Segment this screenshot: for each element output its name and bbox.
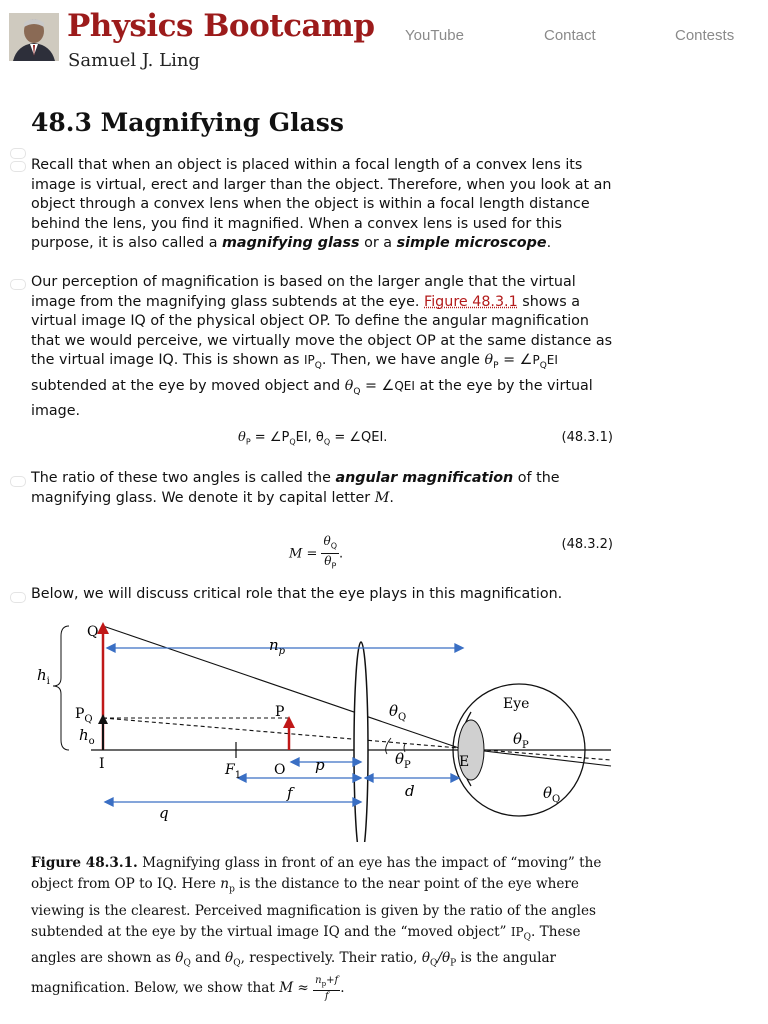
theta-symbol: θ <box>344 377 354 394</box>
label-i: I <box>99 756 105 772</box>
angular-magnification-paragraph <box>31 469 621 508</box>
sub: P <box>493 361 499 372</box>
paragraph-anchor-icon[interactable] <box>10 148 26 159</box>
figure-caption: Figure 48.3.1. Magnifying glass in front of an eye has the impact of “moving” the object from OP to IQ. Here $n_p$ is the distance to the near point of the eye where viewing is the clearest. Perceived magnification is given by the ratio of the angles subtended at the eye by the virtual image IQ and the “moved object” $IP_Q$. These angles are shown as $\theta_Q$ and $\theta_Q$, respectively. Their ratio, $\theta_Q/\theta_P$ is the angular magnification. Below, we show that M ≈ $\frac{n_p+f}{f}$ . <box>31 855 602 1003</box>
nav-youtube[interactable]: YouTube <box>405 27 464 44</box>
p3-b: of the magnifying glass. We denote it by capital letter <box>31 470 560 506</box>
paragraph-anchor-icon[interactable] <box>10 592 26 603</box>
p1-mid: or a <box>359 235 397 252</box>
label-theta-q-eye: $\theta_Q$ <box>543 784 561 805</box>
nav-contests[interactable]: Contests <box>675 27 735 44</box>
m-symbol: M <box>374 489 390 506</box>
label-np: $n_p$ <box>269 636 286 657</box>
p2-b: shows a virtual image IQ of the physical object OP. To define the angular magnification that we would perceive, we virtually move the object OP at the same distance as the virtual image IQ. This is shown as <box>31 293 613 369</box>
ipq-label: IP <box>303 353 315 368</box>
p1-end: . <box>546 235 552 252</box>
equation-body: $\theta_P$ = $\angle P_QEI$, $\theta_Q$ = ∠QEI. <box>238 430 388 447</box>
site-author: Samuel J. Ling <box>68 50 200 71</box>
label-p: p <box>315 756 325 774</box>
site-header <box>0 0 768 80</box>
label-eye: Eye <box>503 696 530 712</box>
p3-c: . <box>389 489 394 506</box>
term-magnifying-glass: magnifying glass <box>222 235 360 252</box>
label-o: O <box>274 762 286 778</box>
label-ho: $h_o$ <box>79 726 95 747</box>
sub: Q <box>314 361 322 372</box>
qei-label: QEI <box>394 378 415 393</box>
p2-e: at the eye by the virtual image. <box>31 377 593 420</box>
eq-sign: = ∠ <box>360 377 395 394</box>
paragraph-anchor-icon[interactable] <box>10 476 26 487</box>
magnifying-glass-diagram <box>31 614 613 842</box>
ei-label: EI <box>546 353 558 368</box>
intro-paragraph <box>31 156 621 254</box>
sub: Q <box>353 386 361 397</box>
paragraph-anchor-icon[interactable] <box>10 161 26 172</box>
p2-c: . Then, we have angle <box>321 352 485 369</box>
equation-number: (48.3.1) <box>561 430 613 445</box>
perception-paragraph: Our perception of magnification is based on the larger angle that the virtual image from the magnifying glass subtends at the eye. Figure 48.3.1 shows a virtual image IQ of the physical object OP. To define the angular magnification that we would perceive, we virtually move the object OP at the same distance as the virtual image IQ. This is shown as $IP_Q$. Then, we have angle $\theta_P$ = $\angle P_QEI$ subtended at the eye by moved object and $\theta_Q$ = ∠QEI at the eye by the virtual image. <box>31 274 613 420</box>
nav-contact[interactable]: Contact <box>544 27 596 44</box>
p2-d: subtended at the eye by moved object and <box>31 377 345 394</box>
term-angular-magnification: angular magnification <box>335 470 514 486</box>
site-title[interactable]: Physics Bootcamp <box>67 8 375 44</box>
equation-number: (48.3.2) <box>561 537 613 552</box>
sub: Q <box>539 361 547 372</box>
label-p-point: P <box>275 704 285 720</box>
label-theta-q: $\theta_Q$ <box>389 702 407 723</box>
label-theta-p-eye: $\theta_P$ <box>513 730 529 751</box>
label-f: f <box>287 784 293 802</box>
p1-text: Recall that when an object is placed within a focal length of a convex lens its image is virtual, erect and larger than the object. Therefore, when you look at an object through a convex lens when the object is within a focal length distance behind the lens, you find it magnified. When a convex lens is used for this purpose, it is also called a <box>31 157 612 252</box>
page-title: 48.3 Magnifying Glass <box>31 108 344 137</box>
equation-48-3-2 <box>31 520 621 571</box>
author-avatar[interactable] <box>9 13 59 61</box>
term-simple-microscope: simple microscope <box>396 235 547 252</box>
label-d: d <box>405 782 415 800</box>
label-f1: $F_1$ <box>225 762 242 781</box>
p2-a: Our perception of magnification is based on the larger angle that the virtual image from the magnifying glass subtends at the eye. <box>31 274 576 310</box>
label-pq: $P_Q$ <box>75 706 93 725</box>
theta-symbol: θ <box>484 352 494 369</box>
label-q: Q <box>87 624 99 640</box>
eq-sign: = ∠ <box>498 352 533 369</box>
p3-a: The ratio of these two angles is called the <box>31 470 336 486</box>
equation-48-3-1 <box>31 430 621 470</box>
figure-link[interactable]: Figure 48.3.1 <box>424 293 518 310</box>
equation-body: M = $\frac{\theta_Q}{\theta_P}$ . <box>289 534 344 571</box>
label-q-distance: q <box>159 804 169 822</box>
label-theta-p: $\theta_P$ <box>395 750 411 771</box>
label-e: E <box>459 754 470 770</box>
label-hi: $h_i$ <box>37 666 50 687</box>
caption-label: Figure 48.3.1. <box>31 855 138 871</box>
eye-role-paragraph: Below, we will discuss critical role that the eye plays in this magnification. <box>31 586 563 602</box>
paragraph-anchor-icon[interactable] <box>10 279 26 290</box>
